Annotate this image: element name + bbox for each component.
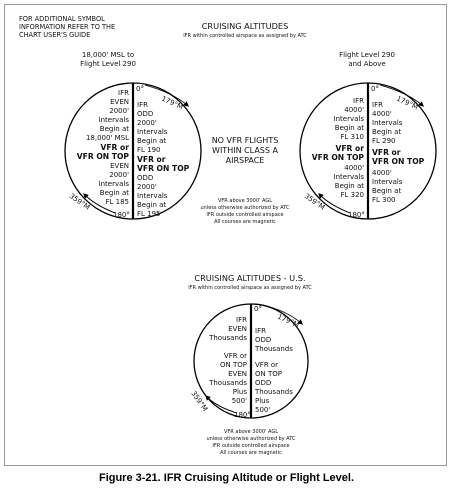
left-heading-179: 179°M bbox=[160, 94, 185, 112]
header-note-line: INFORMATION REFER TO THE bbox=[19, 23, 116, 31]
bottom-east-line: VFR or bbox=[255, 361, 279, 369]
right-east-vfr-big-line: VFR ON TOP bbox=[372, 157, 425, 166]
top-footnote-line: All courses are magnetic bbox=[214, 219, 276, 225]
cruising-altitudes-figure bbox=[5, 5, 448, 467]
right-east-ifr-line: Begin at bbox=[372, 128, 402, 136]
left-west-vfr-big-line: VFR ON TOP bbox=[76, 152, 129, 161]
bottom-west-line: Thousands bbox=[209, 379, 247, 387]
right-altitude-circle bbox=[300, 83, 436, 219]
right-west-vfr-big-line: VFR or bbox=[335, 144, 364, 153]
top-title: CRUISING ALTITUDES bbox=[201, 21, 289, 31]
left-east-vfr-line: Intervals bbox=[137, 192, 168, 200]
left-caption-line: 18,000' MSL to bbox=[81, 51, 135, 59]
left-west-vfr-line: Intervals bbox=[98, 180, 129, 188]
left-west-ifr-line: 2000' bbox=[109, 107, 129, 115]
right-west-vfr-line: FL 320 bbox=[340, 191, 364, 199]
left-east-ifr-line: 2000' bbox=[137, 119, 157, 127]
left-heading-359: 359°M bbox=[67, 192, 92, 212]
no-vfr-note-line: WITHIN CLASS A bbox=[212, 146, 278, 155]
right-west-ifr-line: FL 310 bbox=[340, 133, 364, 141]
left-west-ifr-line: EVEN bbox=[110, 98, 129, 106]
left-west-ifr-line: 18,000' MSL bbox=[85, 134, 129, 142]
bottom-west-line: 500' bbox=[231, 397, 247, 405]
bottom-footnote-line: VFR above 3000' AGL bbox=[224, 429, 278, 435]
left-east-vfr-line: 2000' bbox=[137, 183, 157, 191]
right-west-vfr-line: Begin at bbox=[334, 182, 364, 190]
right-east-ifr-line: IFR bbox=[372, 101, 383, 109]
left-heading-0: 0° bbox=[136, 85, 144, 93]
bottom-east-line: IFR bbox=[255, 327, 266, 335]
bottom-west-line: IFR bbox=[236, 316, 247, 324]
right-caption-line: and Above bbox=[348, 60, 386, 68]
top-footnote-line: VFR above 3000' AGL bbox=[218, 198, 272, 204]
no-vfr-note bbox=[212, 136, 279, 165]
left-caption-line: Flight Level 290 bbox=[80, 60, 136, 68]
bottom-heading-179: 179°M bbox=[276, 312, 301, 330]
left-east-ifr-line: FL 190 bbox=[137, 146, 161, 154]
right-east-vfr-line: FL 300 bbox=[372, 196, 396, 204]
no-vfr-note-line: AIRSPACE bbox=[225, 156, 265, 165]
bottom-east-line: Plus bbox=[255, 397, 270, 405]
left-east-vfr-line: Begin at bbox=[137, 201, 167, 209]
bottom-west-line: Plus bbox=[232, 388, 247, 396]
left-altitude-circle bbox=[65, 83, 201, 219]
right-caption-line: Flight Level 290 bbox=[339, 51, 395, 59]
header-note-line: FOR ADDITIONAL SYMBOL bbox=[19, 15, 105, 23]
right-west-vfr-line: 4000' bbox=[344, 164, 364, 172]
right-west-ifr-line: Intervals bbox=[333, 115, 364, 123]
left-east-ifr-line: IFR bbox=[137, 101, 148, 109]
left-west-vfr-line: 2000' bbox=[109, 171, 129, 179]
bottom-west-line: EVEN bbox=[228, 370, 247, 378]
top-subtitle: IFR within controlled airspace as assigned by ATC bbox=[183, 33, 307, 39]
bottom-title: CRUISING ALTITUDES - U.S. bbox=[194, 273, 306, 283]
right-east-vfr-line: Intervals bbox=[372, 178, 403, 186]
left-east-vfr-line: FL 195 bbox=[137, 210, 161, 218]
bottom-heading-180: 180° bbox=[234, 411, 251, 419]
right-east-ifr-line: 4000' bbox=[372, 110, 392, 118]
left-west-vfr-line: Begin at bbox=[99, 189, 129, 197]
right-heading-179: 179°M bbox=[395, 94, 420, 112]
bottom-footnote-line: All courses are magnetic bbox=[220, 450, 282, 456]
left-east-vfr-line: ODD bbox=[137, 174, 154, 182]
bottom-subtitle: IFR within controlled airspace as assigned by ATC bbox=[188, 285, 312, 291]
bottom-west-line: ON TOP bbox=[220, 361, 247, 369]
header-note bbox=[19, 15, 115, 39]
right-east-vfr-line: Begin at bbox=[372, 187, 402, 195]
left-heading-180: 180° bbox=[113, 211, 130, 219]
left-east-ifr-line: ODD bbox=[137, 110, 154, 118]
top-footnote-line: unless otherwise authorized by ATC bbox=[200, 205, 290, 211]
figure-caption: Figure 3-21. IFR Cruising Altitude or Flight Level. bbox=[98, 472, 355, 484]
bottom-altitude-circle bbox=[189, 304, 308, 419]
left-east-vfr-big-line: VFR ON TOP bbox=[137, 164, 190, 173]
bottom-east-line: 500' bbox=[255, 406, 271, 414]
left-east-ifr-line: Intervals bbox=[137, 128, 168, 136]
right-east-ifr-line: FL 290 bbox=[372, 137, 396, 145]
bottom-east-line: ODD bbox=[255, 379, 272, 387]
right-west-vfr-big-line: VFR ON TOP bbox=[311, 153, 364, 162]
left-west-ifr-line: IFR bbox=[118, 89, 129, 97]
right-east-vfr-line: 4000' bbox=[372, 169, 392, 177]
left-west-vfr-line: EVEN bbox=[110, 162, 129, 170]
bottom-east-line: Thousands bbox=[255, 345, 293, 353]
left-west-vfr-big-line: VFR or bbox=[100, 143, 129, 152]
bottom-west-line: VFR or bbox=[223, 352, 247, 360]
left-west-ifr-line: Begin at bbox=[99, 125, 129, 133]
top-footnote bbox=[200, 198, 290, 225]
header-note-line: CHART USER'S GUIDE bbox=[19, 31, 91, 39]
top-footnote-line: IFR outside controlled airspace bbox=[206, 212, 284, 218]
right-west-ifr-line: 4000' bbox=[344, 106, 364, 114]
right-west-vfr-line: Intervals bbox=[333, 173, 364, 181]
right-west-ifr-line: Begin at bbox=[334, 124, 364, 132]
bottom-footnote-line: unless otherwise authorized by ATC bbox=[206, 436, 296, 442]
right-heading-359: 359°M bbox=[302, 192, 327, 212]
no-vfr-note-line: NO VFR FLIGHTS bbox=[211, 136, 279, 145]
bottom-west-line: EVEN bbox=[228, 325, 247, 333]
left-east-vfr-big-line: VFR or bbox=[137, 155, 166, 164]
left-west-vfr-line: FL 185 bbox=[105, 198, 129, 206]
bottom-heading-0: 0° bbox=[254, 305, 262, 313]
bottom-heading-359: 359°M bbox=[189, 389, 210, 413]
right-east-ifr-line: Intervals bbox=[372, 119, 403, 127]
right-heading-180: 180° bbox=[348, 211, 365, 219]
bottom-footnote bbox=[206, 429, 296, 456]
bottom-east-line: ON TOP bbox=[255, 370, 282, 378]
bottom-east-line: ODD bbox=[255, 336, 272, 344]
right-heading-0: 0° bbox=[371, 85, 379, 93]
left-east-ifr-line: Begin at bbox=[137, 137, 167, 145]
right-east-vfr-big-line: VFR or bbox=[372, 148, 401, 157]
right-west-ifr-line: IFR bbox=[353, 97, 364, 105]
bottom-footnote-line: IFR outside controlled airspace bbox=[212, 443, 290, 449]
bottom-east-line: Thousands bbox=[255, 388, 293, 396]
left-west-ifr-line: Intervals bbox=[98, 116, 129, 124]
figure-frame bbox=[4, 4, 447, 466]
bottom-west-line: Thousands bbox=[209, 334, 247, 342]
